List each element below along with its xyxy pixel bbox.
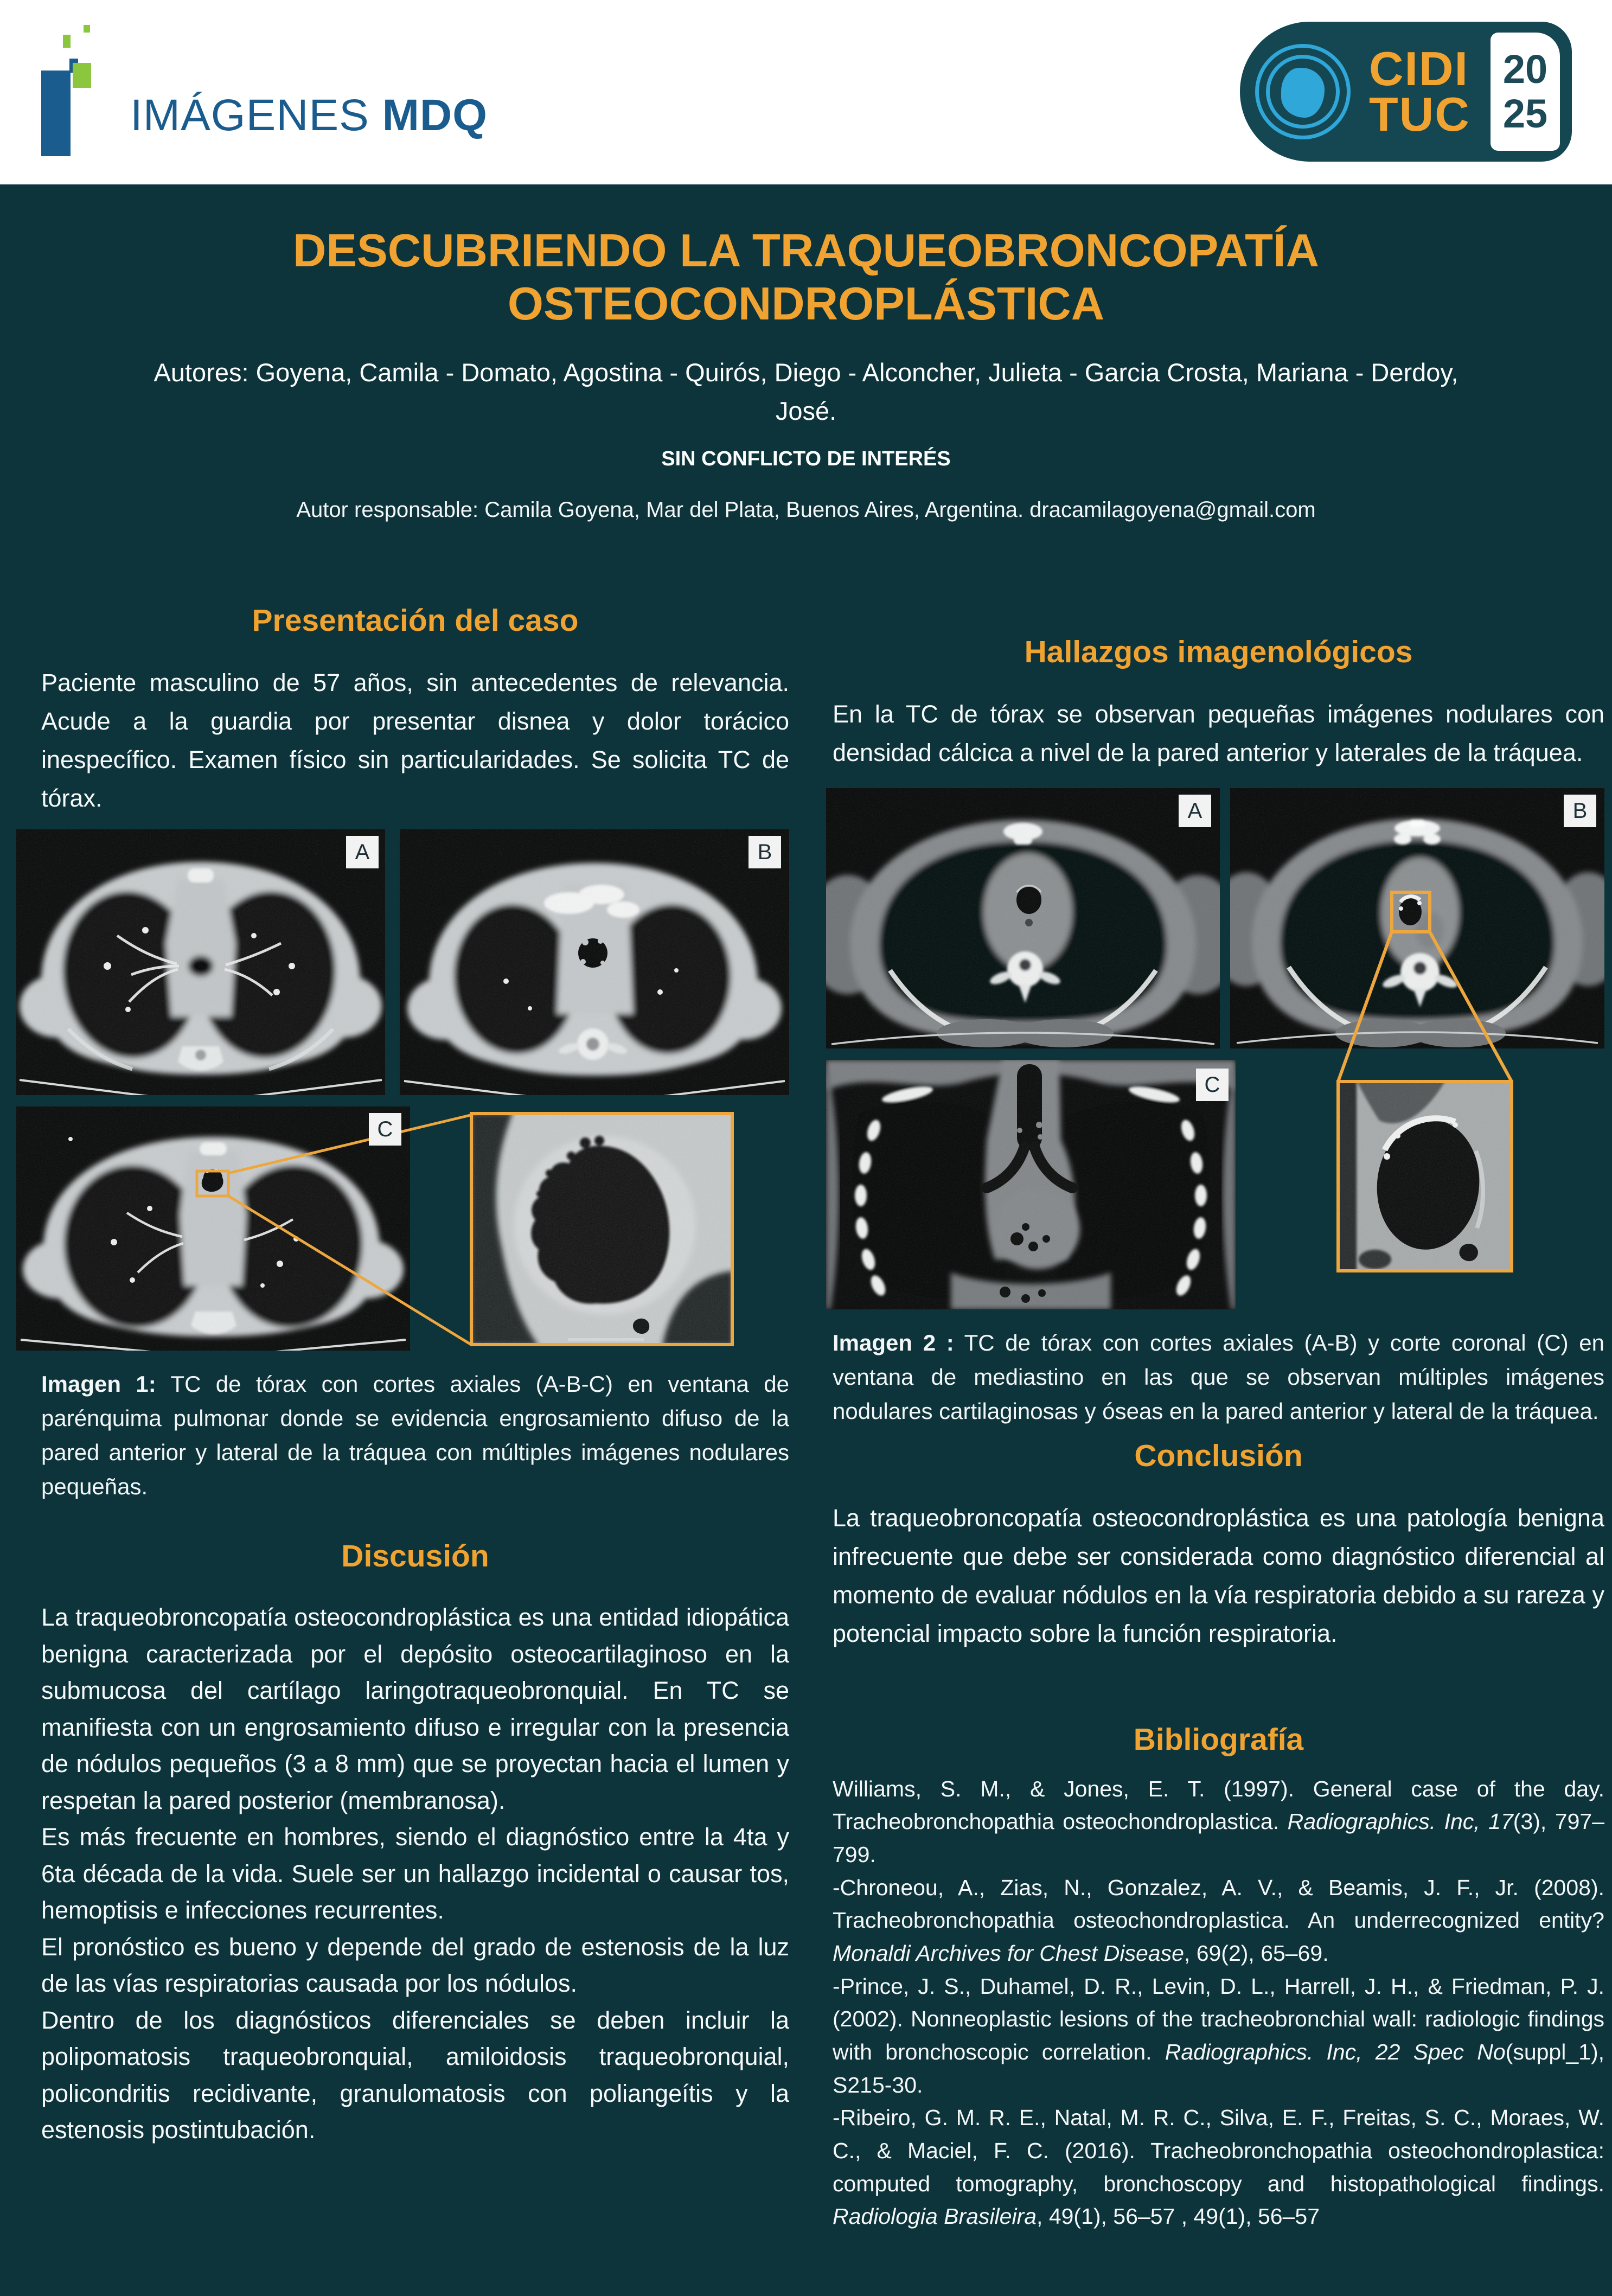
discussion-paragraph: El pronóstico es bueno y depende del grado de estenosis de la luz de las vías respiratorias causada por los nódulos. — [41, 1933, 789, 1998]
imagenes-mdq-logo — [38, 31, 488, 156]
discussion-section — [41, 1538, 789, 2148]
figure-2-caption-text: TC de tórax con cortes axiales (A-B) y corte coronal (C) en ventana de mediastino en las que se observan múltiples imágenes nodulares cartilaginosas y óseas en la pared anterior y lateral de la tráquea. — [833, 1330, 1604, 1424]
conclusion-paragraph: La traqueobroncopatía osteocondroplástica es una patología benigna infrecuente que debe ser considerada como diagnóstico diferencial al momento de evaluar nódulos en la vía respiratoria debido a su rareza y potencial impacto sobre la función respiratoria. — [833, 1504, 1604, 1648]
header-band — [0, 0, 1612, 184]
reference-entry: Williams, S. M., & Jones, E. T. (1997). General case of the day. Tracheobronchopathia osteochondroplastica. Radiographics. Inc, 17(3), 797–799. — [833, 1776, 1604, 1867]
discussion-paragraph: La traqueobroncopatía osteocondroplástica es una entidad idiopática benigna caracterizada por el depósito osteocartilaginoso en la submucosa del cartílago laringotraqueobronquial. En TC se manifiesta con un engrosamiento difuso e irregular con la presencia de nódulos pequeños (3 a 8 mm) que se proyectan hacia el lumen y respetan la pared posterior (membranosa). — [41, 1603, 789, 1814]
badge-title — [1369, 41, 1470, 141]
tucuman-rings-icon — [1255, 44, 1351, 139]
panel-label-b: B — [1564, 795, 1596, 827]
figure-1-caption-text: TC de tórax con cortes axiales (A-B-C) en ventana de parénquima pulmonar donde se evidencia engrosamiento difuso de la pared anterior y lateral de la tráquea con múltiples imágenes nodulares pequeñas. — [41, 1371, 789, 1500]
ct-axial-lung-b — [400, 829, 789, 1097]
discussion-paragraph: Es más frecuente en hombres, siendo el diagnóstico entre la 4ta y 6ta década de la vida. Suele ser un hallazgo incidental o causar tos, hemoptisis e infecciones recurrentes. — [41, 1823, 789, 1924]
authors-line — [41, 354, 1571, 430]
cidi-tuc-2025-badge — [1240, 22, 1572, 162]
heading-presentacion: Presentación del caso — [252, 603, 579, 638]
badge-line1: CIDI — [1369, 41, 1469, 95]
figure-2-caption — [833, 1326, 1604, 1428]
panel-label-c: C — [1196, 1069, 1229, 1101]
badge-year-panel — [1491, 33, 1560, 151]
panel-label-a: A — [1179, 795, 1211, 827]
heading-conclusion: Conclusión — [1134, 1438, 1303, 1474]
heading-hallazgos: Hallazgos imagenológicos — [1024, 635, 1413, 669]
ct-figure1-graphic — [16, 829, 789, 1353]
bibliography-list — [833, 1773, 1604, 2233]
panel-label-a: A — [346, 836, 379, 868]
conclusion-section — [833, 1438, 1604, 1653]
authors-line-1: Autores: Goyena, Camila - Domato, Agostina - Quirós, Diego - Alconcher, Julieta - Garcia Crosta, Mariana - Derdoy, — [153, 358, 1459, 387]
figure-1-ct-montage — [16, 829, 789, 1353]
reference-entry: -Prince, J. S., Duhamel, D. R., Levin, D. L., Harrell, J. H., & Friedman, P. J. (2002). Nonneoplastic lesions of the tracheobronchial wall: radiologic findings with bronchoscopic correlation. Radiographics. Inc, 22 Spec No(suppl_1), S215-30. — [833, 1973, 1604, 2097]
ct-figure2-graphic — [826, 788, 1604, 1312]
poster-title: DESCUBRIENDO LA TRAQUEOBRONCOPATÍA OSTEOCONDROPLÁSTICA — [292, 225, 1320, 330]
badge-year-top: 20 — [1502, 47, 1548, 92]
discussion-paragraph: Dentro de los diagnósticos diferenciales se deben incluir la polipomatosis traqueobronquial, amiloidosis traqueobronquial, policondritis recidivante, granulomatosis con poliangeítis y la estenosis postintubación. — [41, 2006, 789, 2144]
figure-2-ct-montage — [826, 788, 1604, 1312]
ct-inset-calcified-trachea-zoom — [1337, 1080, 1513, 1272]
reference-entry: -Ribeiro, G. M. R. E., Natal, M. R. C., Silva, E. F., Freitas, S. C., Moraes, W. C., & Maciel, F. C. (2016). Tracheobronchopathia osteochondroplastica: computed tomography, bronchoscopy and histopathological findings. Radiologia Brasileira, 49(1), 56–57 , 49(1), 56–57 — [833, 2105, 1604, 2229]
badge-line2: TUC — [1369, 87, 1470, 141]
panel-label-b: B — [749, 836, 781, 868]
responsible-author-line: Autor responsable: Camila Goyena, Mar del Plata, Buenos Aires, Argentina. dracamilagoyena@gmail.com — [296, 498, 1316, 522]
bibliography-section — [833, 1722, 1604, 2233]
figure-1-caption — [41, 1367, 789, 1504]
ct-axial-mediastinal-a — [826, 788, 1240, 1048]
brand-word-light: IMÁGENES — [130, 91, 369, 140]
brand-wordmark — [130, 90, 488, 156]
brand-word-bold: MDQ — [382, 91, 488, 140]
conflict-statement: SIN CONFLICTO DE INTERÉS — [661, 447, 951, 470]
heading-discusion: Discusión — [341, 1539, 489, 1574]
ct-inset-trachea-zoom — [470, 1112, 733, 1346]
ct-axial-lung-a — [16, 829, 385, 1096]
hallazgos-paragraph: En la TC de tórax se observan pequeñas imágenes nodulares con densidad cálcica a nivel de la pared anterior y laterales de la tráquea. — [833, 700, 1604, 767]
presentacion-paragraph: Paciente masculino de 57 años, sin antecedentes de relevancia. Acude a la guardia por presentar disnea y dolor torácico inespecífico. Examen físico sin particularidades. Se solicita TC de tórax. — [41, 669, 789, 813]
badge-year-bottom: 25 — [1502, 91, 1548, 136]
authors-line-2: José. — [775, 396, 837, 425]
panel-label-c: C — [369, 1113, 401, 1146]
heading-bibliografia: Bibliografía — [1133, 1722, 1304, 1757]
reference-entry: -Chroneou, A., Zias, N., Gonzalez, A. V., & Beamis, J. F., Jr. (2008). Tracheobronchopathia osteochondroplastica. An underrecognized entity? Monaldi Archives for Chest Disease, 69(2), 65–69. — [833, 1875, 1604, 1966]
figure-2-caption-label: Imagen 2 : — [833, 1330, 954, 1356]
imagenes-mdq-logo-icon — [38, 31, 130, 156]
ct-coronal-mediastinal-c — [826, 1060, 1236, 1309]
ct-axial-mediastinal-b — [1208, 788, 1604, 1048]
figure-1-caption-label: Imagen 1: — [41, 1371, 156, 1397]
